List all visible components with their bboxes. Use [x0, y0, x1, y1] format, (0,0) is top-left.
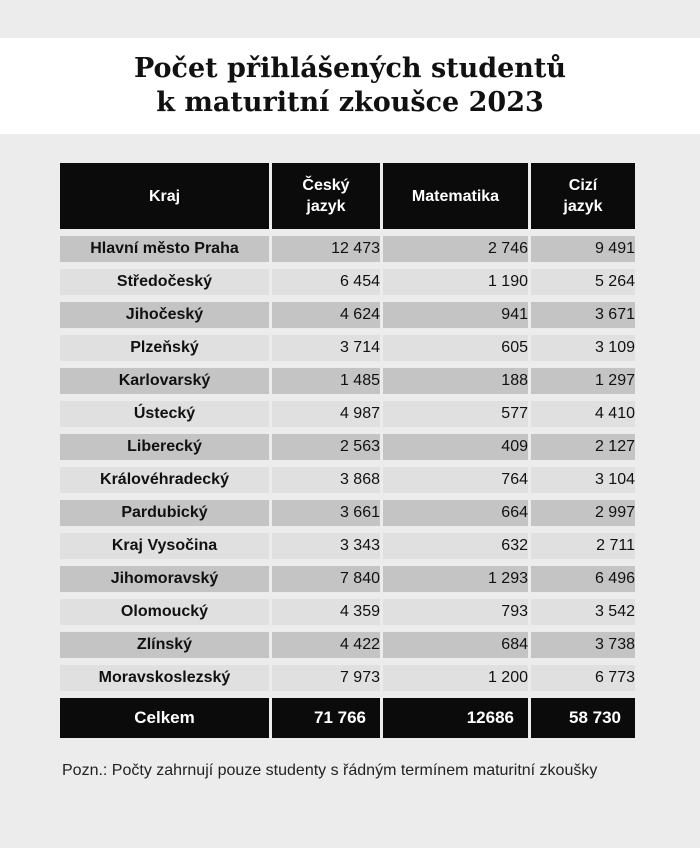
- cizi-value: 3 542: [531, 599, 635, 625]
- table-row: [60, 467, 635, 493]
- table-row: [60, 368, 635, 394]
- region-name: Moravskoslezský: [60, 665, 269, 691]
- total-cizi: 58 730: [531, 698, 635, 738]
- region-name: Jihomoravský: [60, 566, 269, 592]
- cesky-value: 3 661: [272, 500, 380, 526]
- region-name: Kraj Vysočina: [60, 533, 269, 559]
- region-name: Liberecký: [60, 434, 269, 460]
- table-body: [60, 236, 635, 691]
- matematika-value: 793: [383, 599, 528, 625]
- cesky-value: 2 563: [272, 434, 380, 460]
- region-name: Ústecký: [60, 401, 269, 427]
- students-table: [57, 156, 638, 745]
- cizi-value: 6 496: [531, 566, 635, 592]
- cesky-value: 4 987: [272, 401, 380, 427]
- cesky-value: 1 485: [272, 368, 380, 394]
- matematika-value: 632: [383, 533, 528, 559]
- region-name: Jihočeský: [60, 302, 269, 328]
- header-matematika: [383, 163, 528, 229]
- header-cesky-line-2: jazyk: [306, 198, 346, 215]
- region-name: Plzeňský: [60, 335, 269, 361]
- table-row: [60, 335, 635, 361]
- cizi-value: 3 109: [531, 335, 635, 361]
- matematika-value: 764: [383, 467, 528, 493]
- region-name: Hlavní město Praha: [60, 236, 269, 262]
- header-matematika-label: Matematika: [411, 187, 500, 205]
- cizi-value: 2 127: [531, 434, 635, 460]
- header-cesky-jazyk: [272, 163, 380, 229]
- cesky-value: 3 868: [272, 467, 380, 493]
- cesky-value: 7 973: [272, 665, 380, 691]
- table-row: [60, 533, 635, 559]
- header-cizi-line-2: jazyk: [563, 198, 603, 215]
- matematika-value: 577: [383, 401, 528, 427]
- matematika-value: 1 293: [383, 566, 528, 592]
- cesky-value: 6 454: [272, 269, 380, 295]
- total-matematika: 12686: [383, 698, 528, 738]
- matematika-value: 1 190: [383, 269, 528, 295]
- cizi-value: 6 773: [531, 665, 635, 691]
- matematika-value: 409: [383, 434, 528, 460]
- table-row: [60, 302, 635, 328]
- cesky-value: 4 422: [272, 632, 380, 658]
- matematika-value: 1 200: [383, 665, 528, 691]
- cizi-value: 3 104: [531, 467, 635, 493]
- table-row: [60, 401, 635, 427]
- region-name: Zlínský: [60, 632, 269, 658]
- cizi-value: 1 297: [531, 368, 635, 394]
- matematika-value: 188: [383, 368, 528, 394]
- total-label: Celkem: [60, 698, 269, 738]
- region-name: Karlovarský: [60, 368, 269, 394]
- total-row: [60, 698, 635, 738]
- cesky-value: 7 840: [272, 566, 380, 592]
- region-name: Královéhradecký: [60, 467, 269, 493]
- table-row: [60, 434, 635, 460]
- cizi-value: 4 410: [531, 401, 635, 427]
- region-name: Olomoucký: [60, 599, 269, 625]
- table-header-row: [60, 163, 635, 229]
- cizi-value: 9 491: [531, 236, 635, 262]
- total-cesky: 71 766: [272, 698, 380, 738]
- cesky-value: 4 359: [272, 599, 380, 625]
- table-row: [60, 665, 635, 691]
- cesky-value: 4 624: [272, 302, 380, 328]
- title-band: [0, 38, 700, 134]
- page-title-line-1: Počet přihlášených studentů: [133, 53, 567, 84]
- header-cizi-jazyk: [531, 163, 635, 229]
- region-name: Pardubický: [60, 500, 269, 526]
- matematika-value: 664: [383, 500, 528, 526]
- cesky-value: 3 343: [272, 533, 380, 559]
- table-row: [60, 500, 635, 526]
- cesky-value: 3 714: [272, 335, 380, 361]
- matematika-value: 941: [383, 302, 528, 328]
- table-row: [60, 566, 635, 592]
- cizi-value: 2 711: [531, 533, 635, 559]
- header-kraj: [60, 163, 269, 229]
- cizi-value: 5 264: [531, 269, 635, 295]
- table-row: [60, 236, 635, 262]
- header-cesky-line-1: Český: [302, 177, 350, 194]
- table-row: [60, 632, 635, 658]
- matematika-value: 2 746: [383, 236, 528, 262]
- matematika-value: 684: [383, 632, 528, 658]
- cizi-value: 3 738: [531, 632, 635, 658]
- footnote: Pozn.: Počty zahrnují pouze studenty s řádným termínem maturitní zkoušky: [62, 762, 598, 779]
- page-title-line-2: k maturitní zkoušce 2023: [156, 87, 544, 118]
- header-cizi-line-1: Cizí: [568, 177, 598, 194]
- cizi-value: 3 671: [531, 302, 635, 328]
- header-kraj-label: Kraj: [148, 187, 181, 205]
- cesky-value: 12 473: [272, 236, 380, 262]
- table-row: [60, 599, 635, 625]
- cizi-value: 2 997: [531, 500, 635, 526]
- matematika-value: 605: [383, 335, 528, 361]
- table-row: [60, 269, 635, 295]
- region-name: Středočeský: [60, 269, 269, 295]
